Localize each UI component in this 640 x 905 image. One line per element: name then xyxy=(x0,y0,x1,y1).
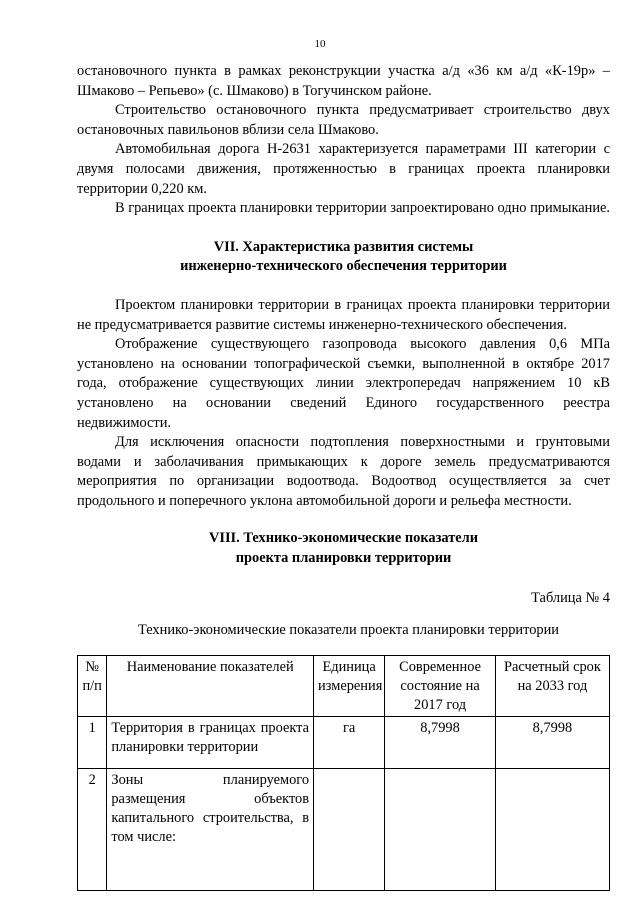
section-heading-line: VII. Характеристика развития системы xyxy=(213,238,474,255)
header-projected: Расчетный срок на 2033 год xyxy=(495,655,609,716)
cell-current xyxy=(385,768,496,890)
page-number: 10 xyxy=(314,38,326,50)
paragraph: Для исключения опасности подтопления поверхностными и грунтовыми водами и заболачивания примыкающих к дороге земель предусматриваются мероприятия по организации водоотвода. Водоотвод осуществляется за счет продольного и поперечного уклона автомобильной дороги и рельефа местности. xyxy=(77,434,610,509)
section-heading-line: VIII. Технико-экономические показатели xyxy=(208,530,479,547)
paragraph: остановочного пункта в рамках реконструкции участка а/д «36 км а/д «К-19р» – Шмаково – Репьево» (с. Шмаково) в Тогучинском районе. xyxy=(77,63,610,99)
header-current: Современное состояние на 2017 год xyxy=(385,655,496,716)
document-body xyxy=(77,62,610,891)
table-row xyxy=(78,716,610,768)
paragraph: В границах проекта планировки территории запроектировано одно примыкание. xyxy=(115,200,611,217)
paragraph: Автомобильная дорога Н-2631 характеризуется параметрами III категории с двумя полосами движения, протяженностью в границах проекта планировки территории 0,220 км. xyxy=(77,141,610,197)
paragraph: Строительство остановочного пункта предусматривает строительство двух остановочных павильонов вблизи села Шмаково. xyxy=(77,102,610,138)
section-7-heading xyxy=(77,238,610,277)
cell-name: Зоны планируемого размещения объектов капитального строительства, в том числе: xyxy=(107,768,314,890)
cell-projected xyxy=(495,768,609,890)
indicators-table xyxy=(77,655,610,891)
cell-name: Территория в границах проекта планировки территории xyxy=(107,716,314,768)
header-name: Наименование показателей xyxy=(107,655,314,716)
header-unit: Единица измерения xyxy=(314,655,385,716)
section-heading-line: инженерно-технического обеспечения территории xyxy=(180,258,507,275)
table-caption: Технико-экономические показатели проекта планировки территории xyxy=(137,622,560,639)
cell-unit: га xyxy=(314,716,385,768)
section-heading-line: проекта планировки территории xyxy=(235,550,452,567)
paragraph: Проектом планировки территории в границах проекта планировки территории не предусматривается развитие системы инженерно-технического обеспечения. xyxy=(77,296,610,333)
cell-projected: 8,7998 xyxy=(495,716,609,768)
table-number: Таблица № 4 xyxy=(531,589,610,606)
cell-current: 8,7998 xyxy=(385,716,496,768)
header-num: № п/п xyxy=(78,655,107,716)
table-header-row xyxy=(78,655,610,716)
table-row xyxy=(78,768,610,890)
section-8-heading xyxy=(77,529,610,568)
paragraph: Отображение существующего газопровода высокого давления 0,6 МПа установлено на основании топографической съемки, выполненной в октябре 2017 года, отображение существующих линии электропередач напряжением 10 кВ установлено на основании сведений Единого государственного реестра недвижимости. xyxy=(77,336,610,431)
cell-num: 1 xyxy=(78,716,107,768)
cell-unit xyxy=(314,768,385,890)
cell-num: 2 xyxy=(78,768,107,890)
